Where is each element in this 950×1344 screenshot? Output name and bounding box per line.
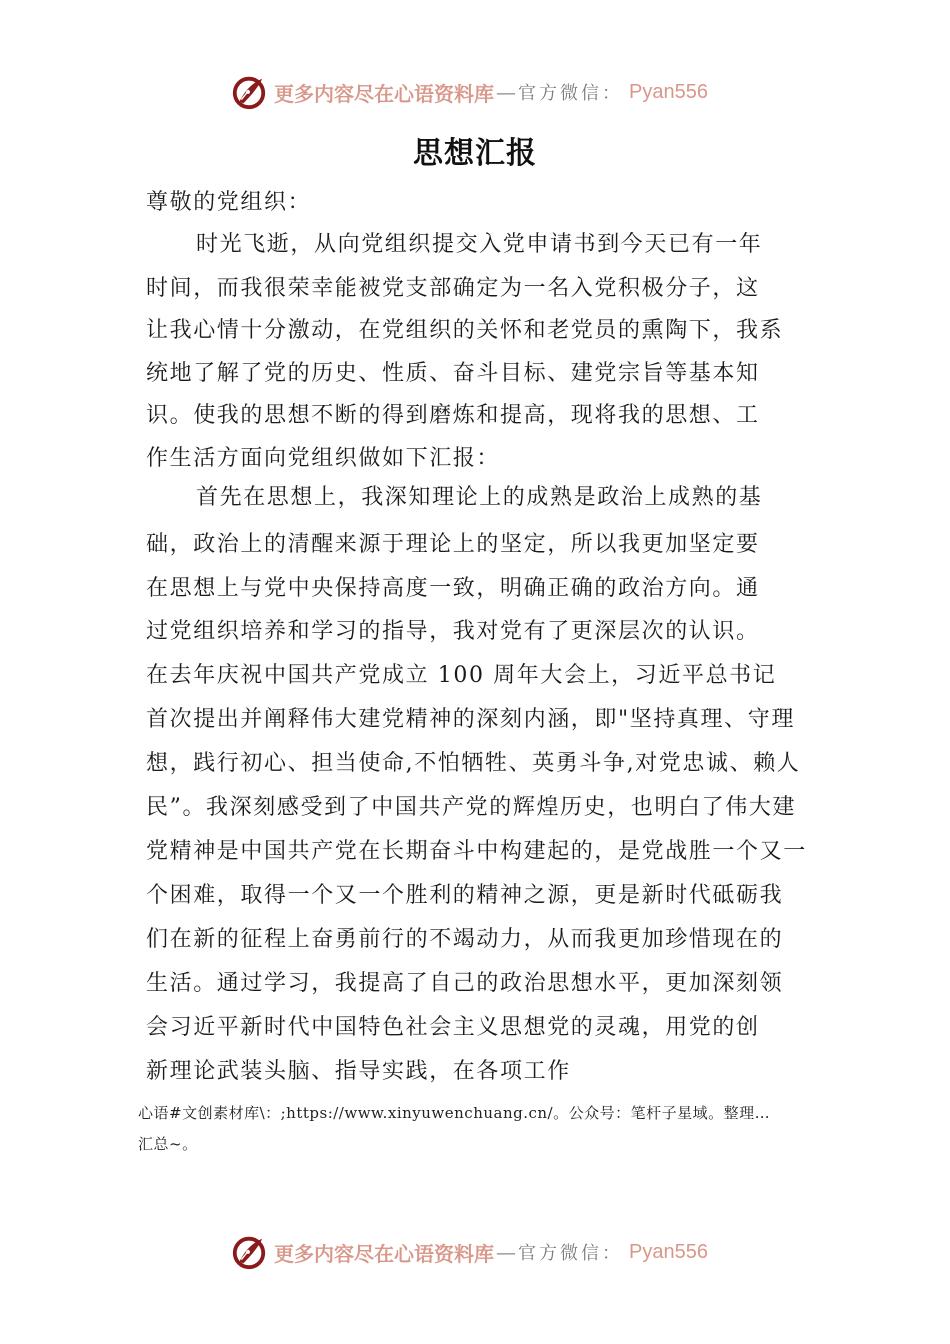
banner-main-text: 更多内容尽在心语资料库 — [274, 81, 494, 106]
paragraph-line: 在去年庆祝中国共产党成立 100 周年大会上，习近平总书记 — [146, 663, 777, 688]
footer-watermark-banner — [230, 1232, 720, 1272]
paragraph-line: 时间，而我很荣幸能被党支部确定为一名入党积极分子，这 — [146, 276, 760, 301]
paragraph-line: 础，政治上的清醒来源于理论上的坚定，所以我更加坚定要 — [146, 532, 760, 557]
paragraph-line: 作生活方面向党组织做如下汇报： — [146, 446, 501, 471]
paragraph-line: 首次提出并阐释伟大建党精神的深刻内涵，即"坚持真理、守理 — [146, 707, 795, 732]
banner-wechat-id: Pyan556 — [629, 1240, 708, 1263]
banner-main-text: 更多内容尽在心语资料库 — [274, 1241, 494, 1266]
paragraph-line: 党精神是中国共产党在长期奋斗中构建起的，是党战胜一个又一 — [146, 839, 807, 864]
header-watermark-banner — [230, 72, 720, 112]
paragraph-line: 生活。通过学习，我提高了自己的政治思想水平，更加深刻领 — [146, 971, 784, 996]
paragraph-line: 民”。我深刻感受到了中国共产党的辉煌历史，也明白了伟大建 — [146, 795, 797, 820]
banner-wechat-id: Pyan556 — [629, 80, 708, 103]
paragraph-line: 个困难，取得一个又一个胜利的精神之源，更是新时代砥砺我 — [146, 883, 784, 908]
pen-nib-logo-icon — [230, 73, 268, 111]
paragraph-line: 在思想上与党中央保持高度一致，明确正确的政治方向。通 — [146, 576, 760, 601]
pen-nib-logo-icon — [230, 1233, 268, 1271]
banner-wechat-label: 官方微信： — [518, 1243, 623, 1264]
paragraph-line: 们在新的征程上奋勇前行的不竭动力，从而我更加珍惜现在的 — [146, 927, 784, 952]
paragraph-line: 想，践行初心、担当使命,不怕牺牲、英勇斗争,对党忠诚、赖人 — [146, 751, 801, 776]
paragraph-line: 过党组织培养和学习的指导，我对党有了更深层次的认识。 — [146, 619, 760, 644]
salutation: 尊敬的党组织： — [146, 190, 312, 215]
paragraph-line: 识。使我的思想不断的得到磨炼和提高，现将我的思想、工 — [146, 403, 760, 428]
banner-dash: — — [496, 80, 516, 104]
paragraph-line: 统地了解了党的历史、性质、奋斗目标、建党宗旨等基本知 — [146, 361, 760, 386]
banner-wechat-label: 官方微信： — [518, 83, 623, 104]
paragraph-line: 让我心情十分激动，在党组织的关怀和老党员的熏陶下，我系 — [146, 318, 784, 343]
paragraph-line: 新理论武装头脑、指导实践，在各项工作 — [146, 1059, 571, 1084]
document-title: 思想汇报 — [413, 136, 537, 171]
source-note-line: 心语#文创素材库\：;https://www.xinyuwenchuang.cn/。公众号：笔杆子星域。整理… — [138, 1104, 771, 1122]
paragraph-line: 首先在思想上，我深知理论上的成熟是政治上成熟的基 — [196, 485, 763, 510]
paragraph-line: 时光飞逝，从向党组织提交入党申请书到今天已有一年 — [196, 232, 763, 257]
paragraph-line: 会习近平新时代中国特色社会主义思想党的灵魂，用党的创 — [146, 1015, 760, 1040]
source-note-line: 汇总~。 — [138, 1135, 198, 1153]
banner-dash: — — [496, 1240, 516, 1264]
